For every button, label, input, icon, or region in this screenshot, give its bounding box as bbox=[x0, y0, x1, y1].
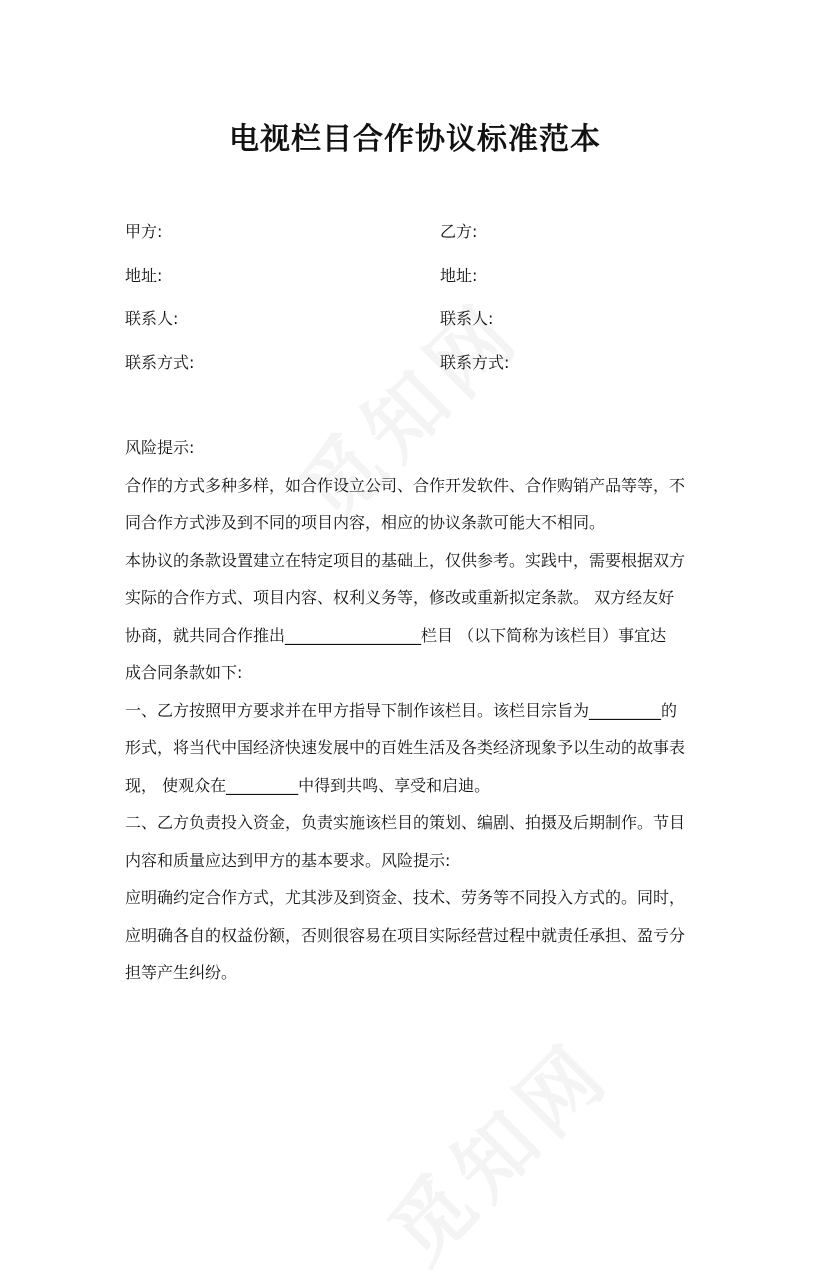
document-title: 电视栏目合作协议标准范本 bbox=[229, 122, 601, 157]
party-b-contact-label: 联系人: bbox=[440, 309, 494, 328]
body-line: 应明确约定合作方式，尤其涉及到资金、技术、劳务等不同投入方式的。同时， bbox=[125, 888, 686, 907]
party-b-address-label: 地址: bbox=[440, 265, 478, 285]
party-info bbox=[125, 220, 725, 394]
body-line: 合作的方式多种多样，如合作设立公司、合作开发软件、合作购销产品等等，不 bbox=[125, 475, 686, 495]
party-row bbox=[125, 351, 725, 395]
watermark bbox=[359, 1011, 631, 1283]
party-b-phone-label: 联系方式: bbox=[440, 352, 510, 372]
body-line: 协商，就共同合作推出_________________栏目 （以下简称为该栏目）事宜达 bbox=[125, 625, 667, 645]
document-body bbox=[125, 433, 713, 996]
party-a-address-label: 地址: bbox=[125, 265, 163, 285]
body-line: 现， 使观众在_________中得到共鸣、享受和启迪。 bbox=[125, 775, 491, 795]
risk-heading: 风险提示: bbox=[125, 438, 195, 457]
body-line: 同合作方式涉及到不同的项目内容，相应的协议条款可能大不相同。 bbox=[125, 513, 606, 532]
clause-one: 一、乙方按照甲方要求并在甲方指导下制作该栏目。该栏目宗旨为_________的 bbox=[125, 700, 678, 720]
body-line: 实际的合作方式、项目内容、权利义务等，修改或重新拟定条款。 双方经友好 bbox=[125, 588, 675, 607]
body-line: 内容和质量应达到甲方的基本要求。风险提示: bbox=[125, 850, 451, 870]
body-line: 成合同条款如下: bbox=[125, 663, 243, 682]
body-line: 形式，将当代中国经济快速发展中的百姓生活及各类经济现象予以生动的故事表 bbox=[125, 738, 686, 757]
party-b-name-label: 乙方: bbox=[440, 222, 478, 241]
body-line: 担等产生纠纷。 bbox=[125, 963, 238, 982]
clause-two: 二、乙方负责投入资金，负责实施该栏目的策划、编剧、拍摄及后期制作。节目 bbox=[125, 813, 686, 832]
party-a-name-label: 甲方: bbox=[125, 222, 163, 241]
party-a-contact-label: 联系人: bbox=[125, 309, 179, 328]
party-row bbox=[125, 220, 725, 264]
party-a-phone-label: 联系方式: bbox=[125, 352, 195, 372]
body-line: 应明确各自的权益份额，否则很容易在项目实际经营过程中就责任承担、盈亏分 bbox=[125, 925, 686, 945]
party-row bbox=[125, 307, 725, 351]
body-line: 本协议的条款设置建立在特定项目的基础上，仅供参考。实践中，需要根据双方 bbox=[125, 550, 686, 570]
party-row bbox=[125, 264, 725, 308]
